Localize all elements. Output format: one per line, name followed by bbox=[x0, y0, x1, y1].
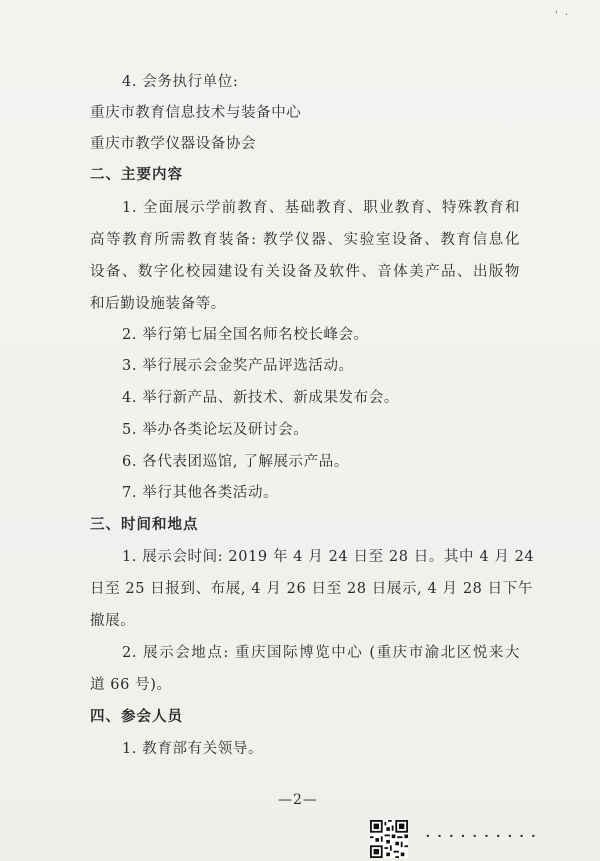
text-line: 撤展。 bbox=[90, 613, 136, 629]
section-heading: 四、参会人员 bbox=[90, 709, 183, 725]
corner-marks: ' · bbox=[554, 10, 570, 21]
text-line: 1. 教育部有关领导。 bbox=[122, 741, 264, 757]
dotted-leader: ·········· bbox=[425, 826, 543, 847]
text-line: 2. 展示会地点: 重庆国际博览中心 (重庆市渝北区悦来大 bbox=[122, 645, 520, 661]
text-line: 设备、数字化校园建设有关设备及软件、音体美产品、出版物 bbox=[90, 264, 520, 280]
text-line: 7. 举行其他各类活动。 bbox=[122, 485, 279, 501]
text-line: 3. 举行展示会金奖产品评选活动。 bbox=[122, 358, 354, 374]
text-line: 重庆市教育信息技术与装备中心 bbox=[90, 105, 302, 121]
page-number: —2— bbox=[278, 792, 318, 808]
text-line: 日至 25 日报到、布展, 4 月 26 日至 28 日展示, 4 月 28 日下午 bbox=[90, 581, 533, 597]
text-line: 4. 会务执行单位: bbox=[122, 74, 239, 90]
section-heading: 三、时间和地点 bbox=[90, 517, 199, 533]
text-line: 和后勤设施装备等。 bbox=[90, 296, 226, 312]
qr-code-icon bbox=[370, 820, 408, 858]
text-line: 重庆市教学仪器设备协会 bbox=[90, 136, 257, 152]
text-line: 4. 举行新产品、新技术、新成果发布会。 bbox=[122, 390, 399, 406]
text-line: 1. 全面展示学前教育、基础教育、职业教育、特殊教育和 bbox=[122, 200, 520, 216]
text-line: 高等教育所需教育装备: 教学仪器、实验室设备、教育信息化 bbox=[90, 232, 520, 248]
text-line: 6. 各代表团巡馆, 了解展示产品。 bbox=[122, 454, 349, 470]
section-heading: 二、主要内容 bbox=[90, 167, 183, 183]
text-line: 2. 举行第七届全国名师名校长峰会。 bbox=[122, 327, 369, 343]
text-line: 5. 举办各类论坛及研讨会。 bbox=[122, 422, 309, 438]
text-line: 道 66 号)。 bbox=[90, 677, 172, 693]
text-line: 1. 展示会时间: 2019 年 4 月 24 日至 28 日。其中 4 月 24 bbox=[122, 549, 535, 565]
